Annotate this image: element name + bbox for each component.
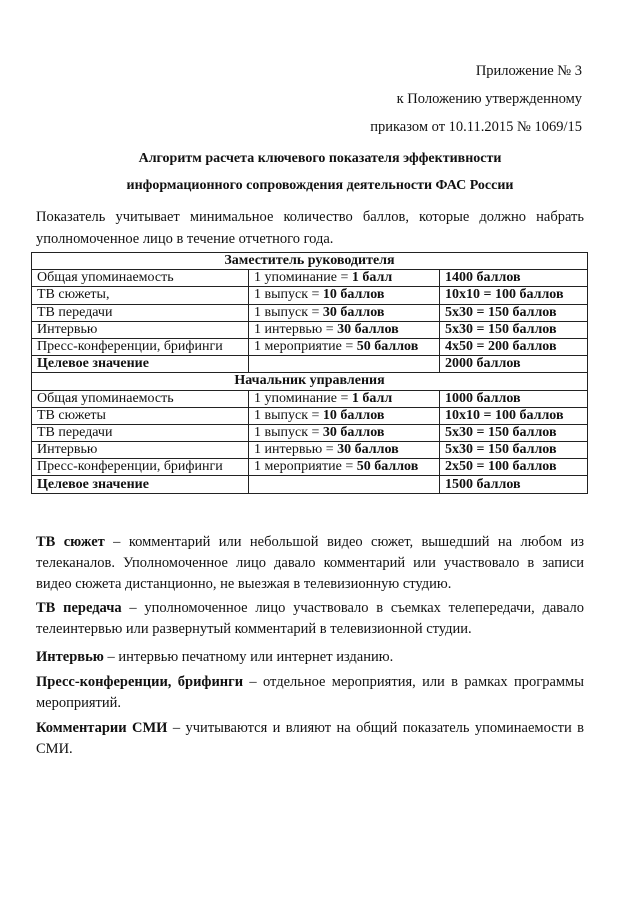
indicator-name: Пресс-конференции, брифинги (32, 459, 249, 476)
definition-term: ТВ сюжет (36, 534, 105, 550)
definition-text: – учитываются и влияют на общий показатель упоминаемости в СМИ. (36, 720, 584, 757)
definition-item (36, 598, 584, 640)
points-total: 5х30 = 150 баллов (440, 304, 588, 321)
rule-points: 50 баллов (356, 459, 419, 475)
scoring-rule (249, 390, 440, 407)
rule-unit: 1 интервью = (254, 321, 338, 337)
definition-item (36, 718, 584, 760)
appendix-number: Приложение № 3 (475, 63, 582, 79)
kpi-table (31, 252, 588, 494)
scoring-rule (249, 407, 440, 424)
scoring-rule (249, 287, 440, 304)
definition-term: ТВ передача (36, 600, 122, 616)
rule-unit: 1 выпуск = (254, 407, 323, 423)
rule-points: 30 баллов (337, 321, 399, 337)
points-total: 5х30 = 150 баллов (440, 424, 588, 441)
points-total: 5х30 = 150 баллов (440, 321, 588, 338)
indicator-name: Пресс-конференции, брифинги (32, 338, 249, 355)
points-total: 10х10 = 100 баллов (440, 287, 588, 304)
section-header-row (32, 253, 588, 270)
rule-unit: 1 мероприятие = (254, 459, 357, 475)
definition-text: – интервью печатному или интернет изданию. (103, 649, 394, 665)
appendix-regulation: к Положению утвержденному (396, 91, 582, 107)
table-row (32, 287, 588, 304)
rule-unit: 1 выпуск = (254, 424, 323, 440)
definition-text: – комментарий или небольшой видео сюжет, вышедший на любом из телеканалов. Уполномоченное лицо давало комментарий или участвовало в записи видео сюжета дистанционно, не выезжая в телевизионную студию. (36, 534, 584, 592)
points-total: 5х30 = 150 баллов (440, 442, 588, 459)
section-title: Начальник управления (32, 373, 588, 390)
table-row (32, 338, 588, 355)
target-row (32, 356, 588, 373)
rule-points: 30 баллов (322, 424, 385, 440)
rule-points: 30 баллов (322, 304, 385, 320)
target-empty-cell (249, 356, 440, 373)
points-total: 4х50 = 200 баллов (440, 338, 588, 355)
definition-term: Интервью (36, 649, 104, 665)
rule-unit: 1 выпуск = (254, 304, 323, 320)
doc-title-line1: Алгоритм расчета ключевого показателя эффективности (138, 151, 502, 166)
scoring-rule (249, 304, 440, 321)
points-total: 1400 баллов (440, 270, 588, 287)
points-total: 2х50 = 100 баллов (440, 459, 588, 476)
definition-item (36, 647, 584, 668)
rule-points: 30 баллов (337, 442, 399, 458)
indicator-name: ТВ сюжеты (32, 407, 249, 424)
rule-points: 1 балл (351, 390, 393, 406)
intro-paragraph: Показатель учитывает минимальное количество баллов, которые должно набрать уполномоченное лицо в течение отчетного года. (36, 209, 584, 247)
table-row (32, 424, 588, 441)
scoring-rule (249, 321, 440, 338)
rule-points: 50 баллов (356, 339, 419, 355)
table-row (32, 459, 588, 476)
points-total: 1000 баллов (440, 390, 588, 407)
points-total: 10х10 = 100 баллов (440, 407, 588, 424)
definition-item (36, 672, 584, 714)
table-row (32, 407, 588, 424)
rule-points: 10 баллов (322, 407, 385, 423)
rule-unit: 1 интервью = (254, 442, 338, 458)
scoring-rule (249, 442, 440, 459)
indicator-name: Общая упоминаемость (32, 390, 249, 407)
rule-unit: 1 упоминание = (254, 270, 352, 286)
definition-term: Комментарии СМИ (36, 720, 168, 736)
rule-points: 1 балл (351, 270, 393, 286)
table-row (32, 304, 588, 321)
indicator-name: Интервью (32, 321, 249, 338)
rule-unit: 1 выпуск = (254, 287, 323, 303)
table-row (32, 270, 588, 287)
scoring-rule (249, 270, 440, 287)
definition-item (36, 532, 584, 595)
table-row (32, 390, 588, 407)
target-label: Целевое значение (32, 356, 249, 373)
section-title: Заместитель руководителя (32, 253, 588, 270)
indicator-name: ТВ сюжеты, (32, 287, 249, 304)
rule-unit: 1 мероприятие = (254, 339, 357, 355)
definition-text: – отдельное мероприятия, или в рамках программы мероприятий. (36, 674, 584, 711)
definition-term: Пресс-конференции, брифинги (36, 674, 244, 690)
indicator-name: Интервью (32, 442, 249, 459)
scoring-rule (249, 424, 440, 441)
scoring-rule (249, 338, 440, 355)
rule-unit: 1 упоминание = (254, 390, 352, 406)
target-row (32, 476, 588, 493)
scoring-rule (249, 459, 440, 476)
indicator-name: Общая упоминаемость (32, 270, 249, 287)
appendix-order: приказом от 10.11.2015 № 1069/15 (370, 119, 582, 135)
indicator-name: ТВ передачи (32, 304, 249, 321)
target-empty-cell (249, 476, 440, 493)
target-value: 2000 баллов (440, 356, 588, 373)
section-header-row (32, 373, 588, 390)
table-row (32, 321, 588, 338)
target-value: 1500 баллов (440, 476, 588, 493)
target-label: Целевое значение (32, 476, 249, 493)
rule-points: 10 баллов (322, 287, 385, 303)
table-row (32, 442, 588, 459)
definition-text: – уполномоченное лицо участвовало в съемках телепередачи, давало телеинтервью или развернутый комментарий в телевизионной студии. (36, 600, 584, 637)
indicator-name: ТВ передачи (32, 424, 249, 441)
doc-title-line2: информационного сопровождения деятельности ФАС России (126, 178, 514, 193)
